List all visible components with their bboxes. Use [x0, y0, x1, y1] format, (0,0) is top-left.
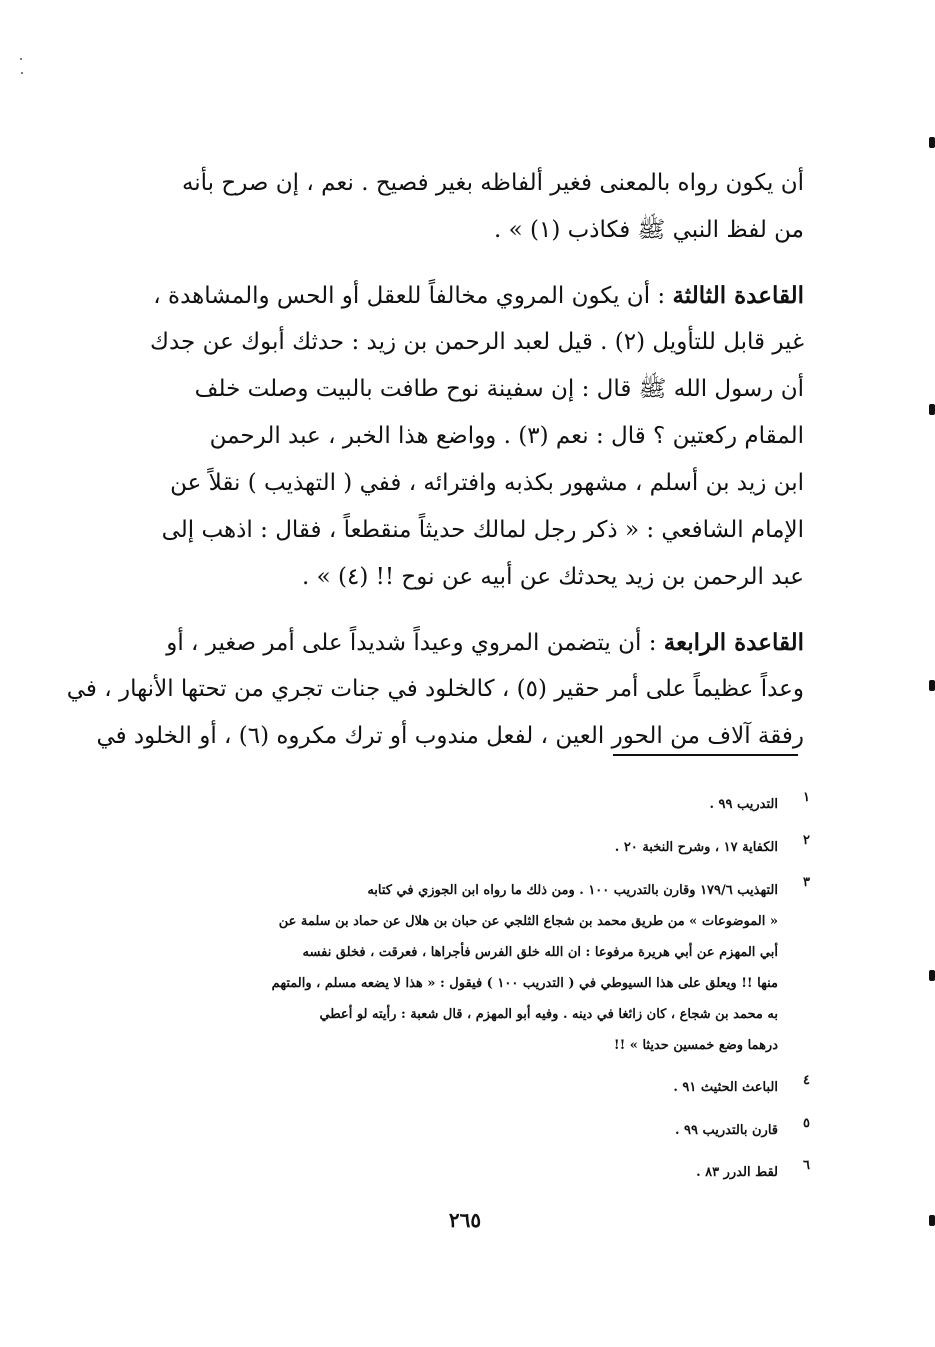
footnote [120, 790, 810, 821]
text-line: وعداً عظيماً على أمر حقير (٥) ، كالخلود في جنات تجري من تحتها الأنهار ، في [66, 676, 804, 702]
scan-mark [929, 1215, 935, 1226]
footnote-line: الباعث الحثيث ٩١ . [673, 1080, 778, 1095]
text-line: الإمام الشافعي : « ذكر رجل لمالك حديثاً منقطعاً ، فقال : اذهب إلى [161, 517, 804, 543]
scan-mark [929, 680, 935, 691]
footnote-divider [613, 754, 798, 756]
footnote [120, 1073, 810, 1104]
footnote-number: ١ [803, 790, 810, 805]
footnote-line: لقط الدرر ٨٣ . [696, 1165, 778, 1180]
footnote [120, 1158, 810, 1189]
text-span: : أن يتضمن المروي وعيداً شديداً على أمر صغير ، أو [166, 630, 657, 656]
footnote [120, 1116, 810, 1147]
footnote-number: ٥ [803, 1115, 810, 1131]
text-span: : أن يكون المروي مخالفاً للعقل أو الحس والمشاهدة ، [153, 283, 666, 309]
footnote-line: التهذيب ١٧٩/٦ وقارن بالتدريب ١٠٠ . ومن ذلك ما رواه ابن الجوزي في كتابه [367, 883, 778, 898]
scan-mark [929, 404, 935, 415]
scan-speck [21, 72, 23, 74]
text-line [132, 619, 804, 666]
footnote-line: التدريب ٩٩ . [709, 797, 778, 812]
footnote-line: به محمد بن شجاع ، كان زائغا في دينه . وفيه أبو المهزم ، قال شعبة : رأيته لو أعطي [319, 1007, 778, 1022]
text-line: غير قابل للتأويل (٢) . قيل لعبد الرحمن بن زيد : حدثك أبوك عن جدك [150, 329, 804, 355]
text-line [132, 272, 804, 319]
text-line: عبد الرحمن بن زيد يحدثك عن أبيه عن نوح !! (٤) » . [301, 564, 804, 590]
footnote-line: قارن بالتدريب ٩٩ . [674, 1122, 778, 1138]
footnote-number: ٣ [803, 875, 810, 890]
scan-mark [929, 137, 935, 148]
footnote [120, 833, 810, 864]
footnote-text [120, 833, 778, 864]
scan-mark [929, 970, 935, 981]
footnote-line: درهما وضع خمسين حديثا » !! [613, 1038, 778, 1053]
footnote-text [120, 1116, 778, 1147]
footnote-line: أبي المهزم عن أبي هريرة مرفوعا : ان الله خلق الفرس فأجراها ، فعرقت ، فخلق نفسه [302, 945, 778, 960]
footnote-number: ٢ [803, 832, 810, 848]
page-number: ٢٦٥ [448, 1208, 482, 1232]
footnote-text [120, 1158, 778, 1189]
text-line: أن رسول الله ﷺ قال : إن سفينة نوح طافت بالبيت وصلت خلف [194, 376, 804, 402]
footnote [120, 875, 810, 1061]
footnotes [120, 790, 810, 1201]
footnote-line: منها !! ويعلق على هذا السيوطي في ( التدريب ١٠٠ ) فيقول : « هذا لا يضعه مسلم ، والمتهم [271, 976, 778, 991]
text-line: أن يكون رواه بالمعنى فغير ألفاظه بغير فصيح . نعم ، إن صرح بأنه [181, 170, 804, 196]
footnote-text [120, 1073, 778, 1104]
footnote-number: ٤ [803, 1073, 810, 1088]
footnote-line: الكفاية ١٧ ، وشرح النخبة ٢٠ . [614, 839, 778, 855]
footnote-line: « الموضوعات » من طريق محمد بن شجاع الثلجي عن حبان بن هلال عن حماد بن سلمة عن [278, 914, 778, 929]
footnote-text [120, 875, 778, 1061]
footnote-number: ٦ [803, 1158, 810, 1173]
rule-heading: القاعدة الثالثة [672, 282, 804, 309]
text-line: المقام ركعتين ؟ قال : نعم (٣) . وواضع هذا الخبر ، عبد الرحمن [209, 423, 804, 449]
rule-heading: القاعدة الرابعة [663, 629, 804, 656]
scan-speck [20, 58, 22, 60]
main-text [66, 160, 804, 760]
text-line: ابن زيد بن أسلم ، مشهور بكذبه وافترائه ، ففي ( التهذيب ) نقلاً عن [170, 470, 804, 496]
footnote-text [120, 790, 778, 821]
text-line: من لفظ النبي ﷺ فكاذب (١) » . [493, 217, 804, 243]
text-line: رفقة آلاف من الحور العين ، لفعل مندوب أو ترك مكروه (٦) ، أو الخلود في [96, 723, 804, 749]
